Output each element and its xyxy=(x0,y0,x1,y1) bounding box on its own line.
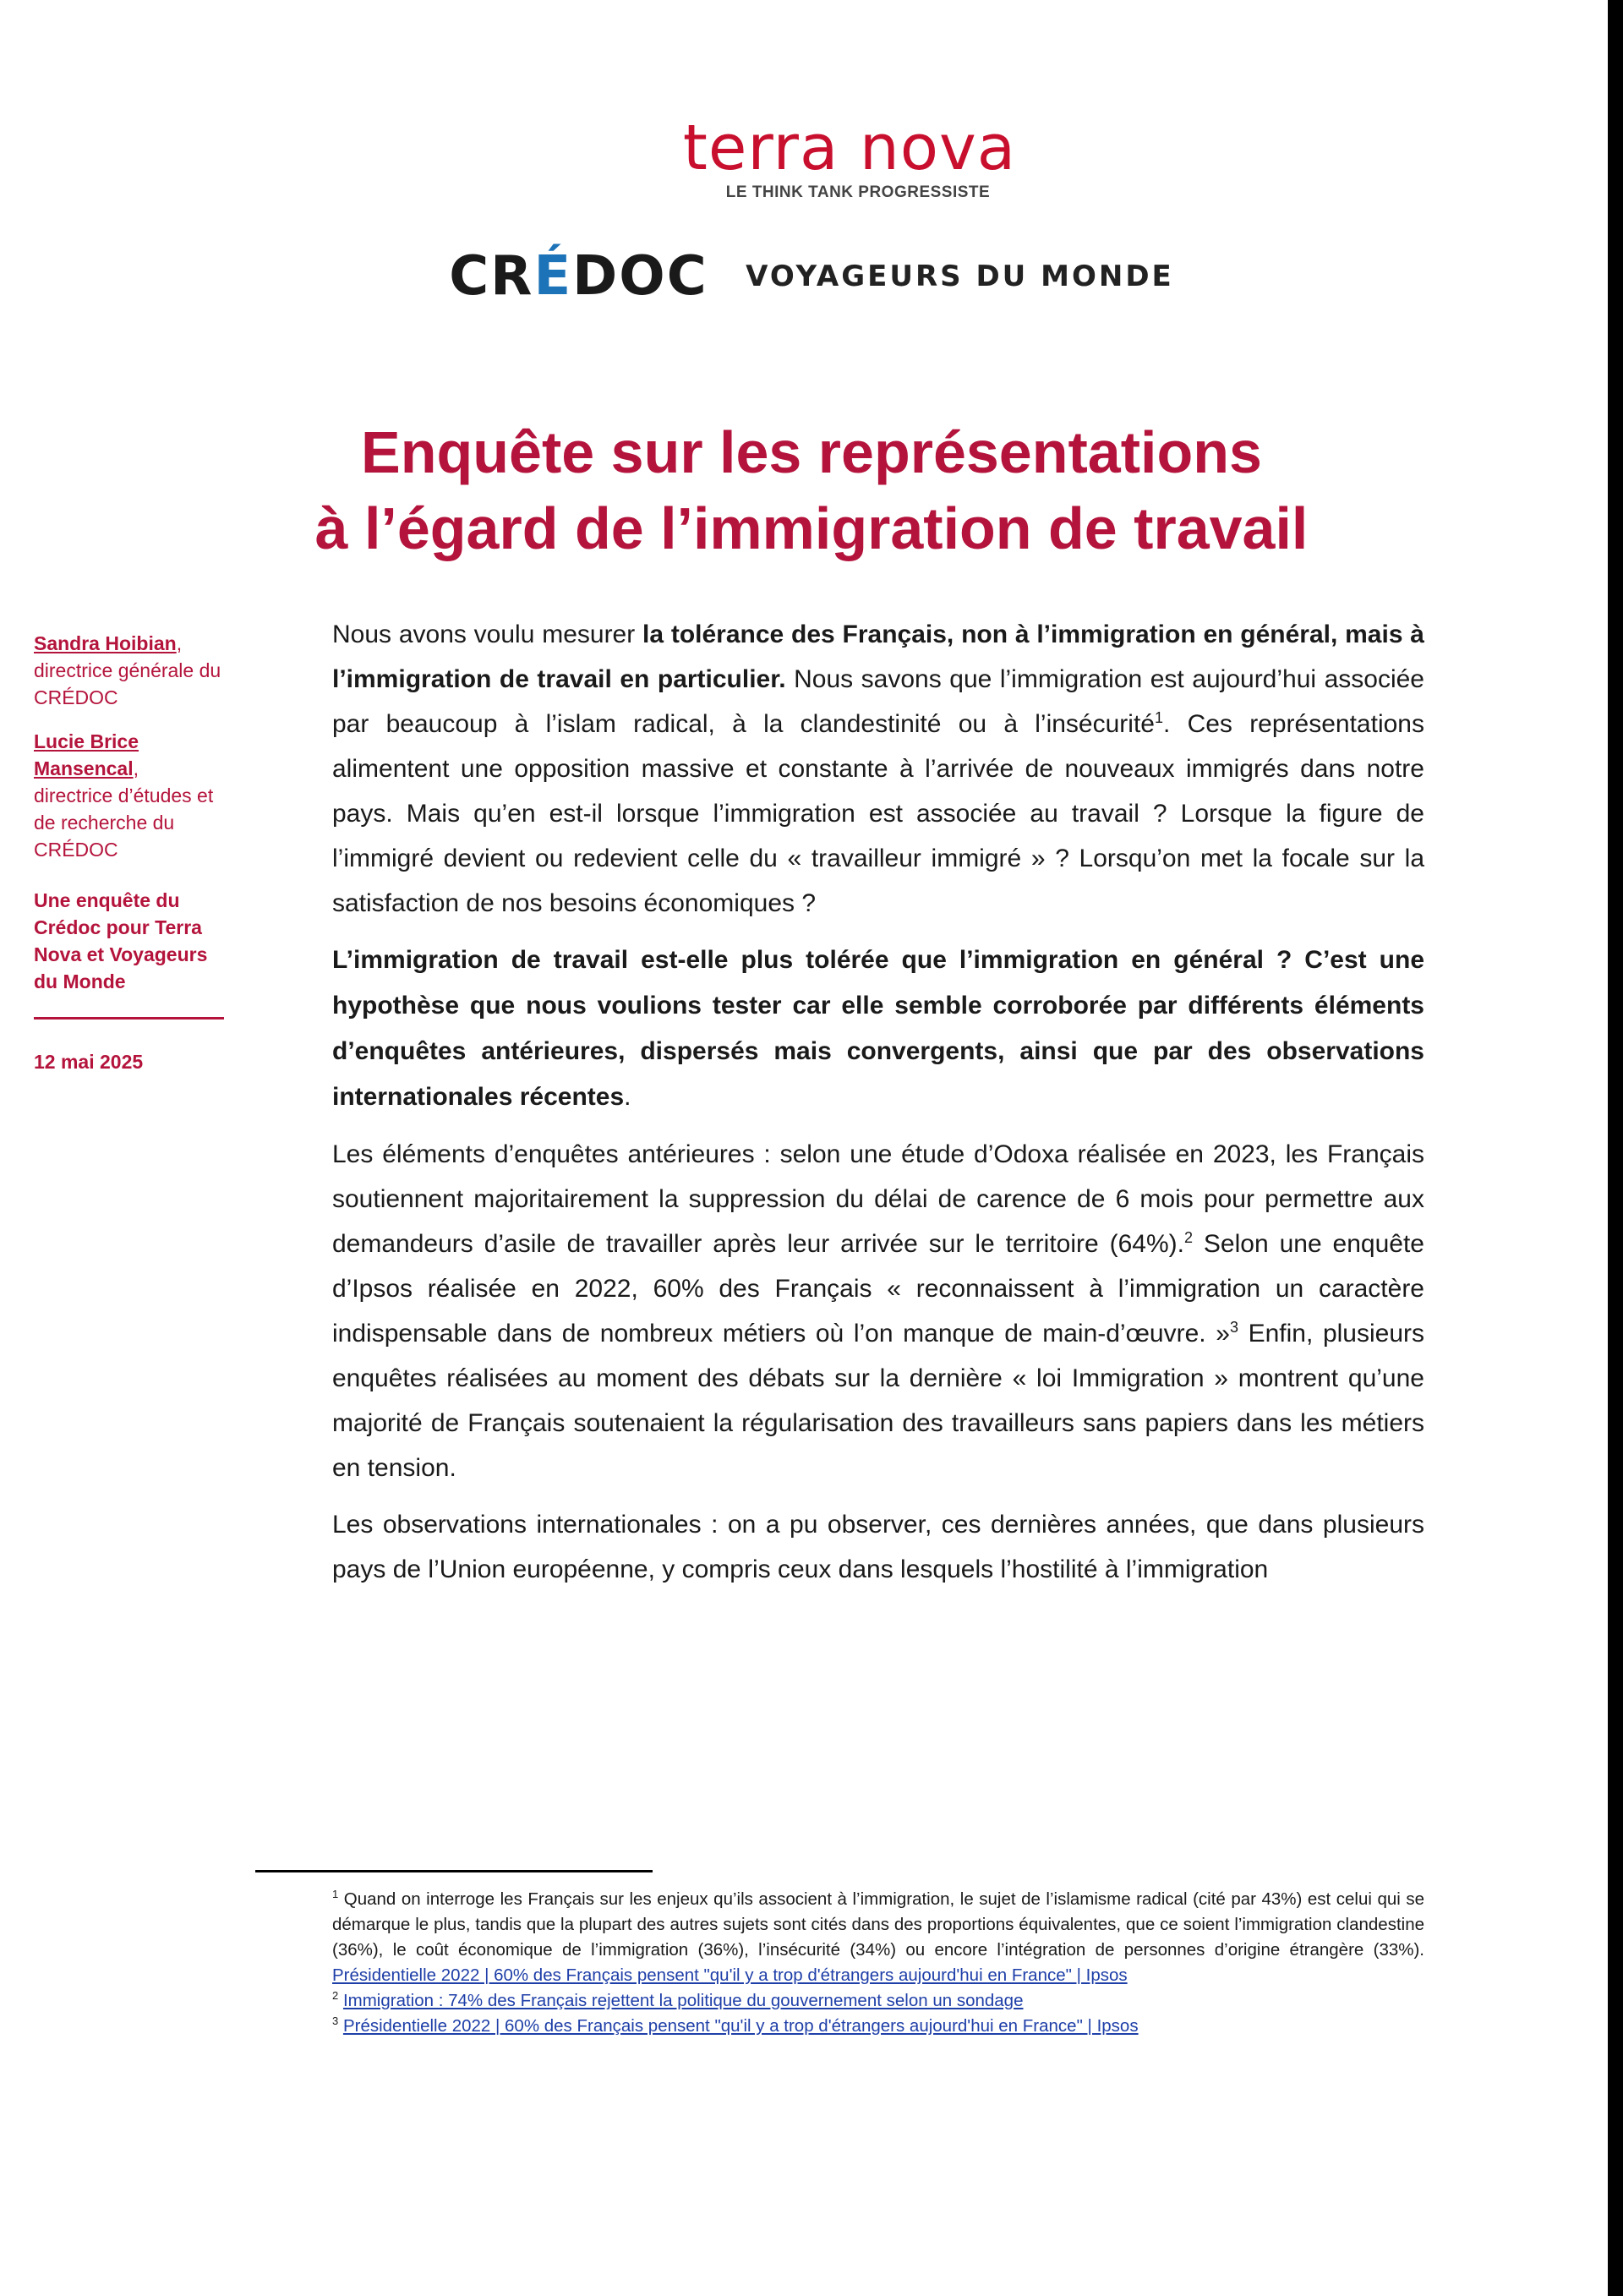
p2-end: . xyxy=(624,1083,631,1111)
partner-logos xyxy=(0,245,1623,308)
author-2-name: Lucie Brice Mansencal xyxy=(34,730,139,779)
title-line-2: à l’égard de l’immigration de travail xyxy=(314,495,1309,561)
terra-nova-tagline: LE THINK TANK PROGRESSISTE xyxy=(725,183,991,201)
survey-note: Une enquête du Crédoc pour Terra Nova et Voyageurs du Monde xyxy=(34,889,208,992)
footnote-3-link[interactable]: Présidentielle 2022 | 60% des Français pensent "qu'il y a trop d'étrangers aujourd'hui en France" | Ipsos xyxy=(342,2016,1139,2036)
author-1-name: Sandra Hoibian xyxy=(34,632,177,654)
footnote-ref-2[interactable]: 2 xyxy=(1183,1229,1193,1246)
footnote-1 xyxy=(332,1887,1424,1988)
credoc-logo-part2: DOC xyxy=(572,245,708,308)
p1-text-3: . Ces représentations alimentent une opposition massive et constante à l’arrivée de nouveaux immigrés dans notre pays. Mais qu’en est-il lorsque l’immigration est associée au travail ? Lorsque la figure de l’immigré devient ou redevient celle du « travailleur immigré » ? Lorsqu’on met la focale sur la satisfaction de nos besoins économiques ? xyxy=(332,710,1424,917)
paragraph-prior-surveys xyxy=(332,1132,1424,1490)
p3-text-3: Enfin, plusieurs enquêtes réalisées au moment des débats sur la dernière « loi Immigration » montrent qu’une majorité de Français soutenaient la régularisation des travailleurs sans papiers dans les métiers en tension. xyxy=(332,1320,1424,1482)
p3-text-1: Les éléments d’enquêtes antérieures : selon une étude d’Odoxa réalisée en 2023, les Français soutiennent majoritairement la suppression du délai de carence de 6 mois pour permettre aux demandeurs d’asile de travailler après leur arrivée sur le territoire (64%). xyxy=(332,1140,1424,1258)
footnotes xyxy=(332,1887,1424,2039)
page-edge xyxy=(1608,0,1623,2296)
footnote-2-link[interactable]: Immigration : 74% des Français rejettent la politique du gouvernement selon un sondage xyxy=(342,1991,1024,2010)
paragraph-hypothesis xyxy=(332,938,1424,1120)
p1-text-1: Nous avons voulu mesurer xyxy=(332,620,643,648)
footnote-1-number: 1 xyxy=(332,1888,339,1901)
authors-sidebar xyxy=(34,630,224,1075)
p1-bold: la tolérance des Français, non à l’immigration en général, mais à l’immigration de travail en particulier. xyxy=(332,620,1424,693)
credoc-logo-part1: CR xyxy=(449,245,534,308)
footnote-1-link[interactable]: Présidentielle 2022 | 60% des Français pensent "qu'il y a trop d'étrangers aujourd'hui en France" | Ipsos xyxy=(332,1965,1128,1985)
author-1-role: directrice générale du CRÉDOC xyxy=(34,659,221,708)
voyageurs-du-monde-logo: VOYAGEURS DU MONDE xyxy=(746,260,1174,293)
author-2-role: directrice d’études et de recherche du CRÉDOC xyxy=(34,784,214,861)
p2-bold: L’immigration de travail est-elle plus tolérée que l’immigration en général ? C’est une hypothèse que nous voulions tester car elle semble corroborée par différents éléments d’enquêtes antérieures, dispersés mais convergents, ainsi que par des observations internationales récentes xyxy=(332,946,1424,1111)
p3-text-2: Selon une enquête d’Ipsos réalisée en 2022, 60% des Français « reconnaissent à l’immigration un caractère indispensable dans de nombreux métiers où l’on manque de main-d’œuvre. » xyxy=(332,1230,1424,1348)
terra-nova-logo xyxy=(0,114,1623,202)
credoc-logo-accent: É xyxy=(533,245,573,308)
footnote-3 xyxy=(332,2014,1424,2039)
p1-text-2: Nous savons que l’immigration est aujourd’hui associée par beaucoup à l’islam radical, à la clandestinité ou à l’insécurité xyxy=(332,665,1424,738)
author-2 xyxy=(34,728,224,863)
footnote-3-number: 3 xyxy=(332,2014,339,2028)
author-2-comma: , xyxy=(133,757,139,779)
author-1-comma: , xyxy=(176,632,183,654)
body-text xyxy=(332,612,1424,1604)
footnote-separator xyxy=(255,1870,653,1872)
footnote-ref-1[interactable]: 1 xyxy=(1154,709,1163,726)
footnote-2-number: 2 xyxy=(332,1989,339,2003)
footnote-1-text: Quand on interroge les Français sur les enjeux qu’ils associent à l’immigration, le sujet de l’islamisme radical (cité par 43%) est celui qui se démarque le plus, tandis que la plupart des autres sujets sont cités dans des proportions équivalentes, que ce soient l’immigration clandestine (36%), le coût économique de l’immigration (36%), l’insécurité (34%) ou encore l’intégration de personnes d’origine étrangère (33%). xyxy=(332,1889,1424,1960)
page-title xyxy=(0,414,1623,566)
footnote-2 xyxy=(332,1988,1424,2014)
paragraph-international: Les observations internationales : on a pu observer, ces dernières années, que dans plusieurs pays de l’Union européenne, y compris ceux dans lesquels l’hostilité à l’immigration xyxy=(332,1511,1424,1583)
title-line-1: Enquête sur les représentations xyxy=(361,419,1262,485)
terra-nova-wordmark: terra nova xyxy=(682,112,1017,184)
sidebar-divider xyxy=(34,1017,224,1020)
footnote-ref-3[interactable]: 3 xyxy=(1229,1319,1238,1336)
paragraph-intro xyxy=(332,612,1424,926)
publication-date: 12 mai 2025 xyxy=(34,1051,144,1073)
credoc-logo xyxy=(449,245,708,308)
author-1 xyxy=(34,630,224,711)
